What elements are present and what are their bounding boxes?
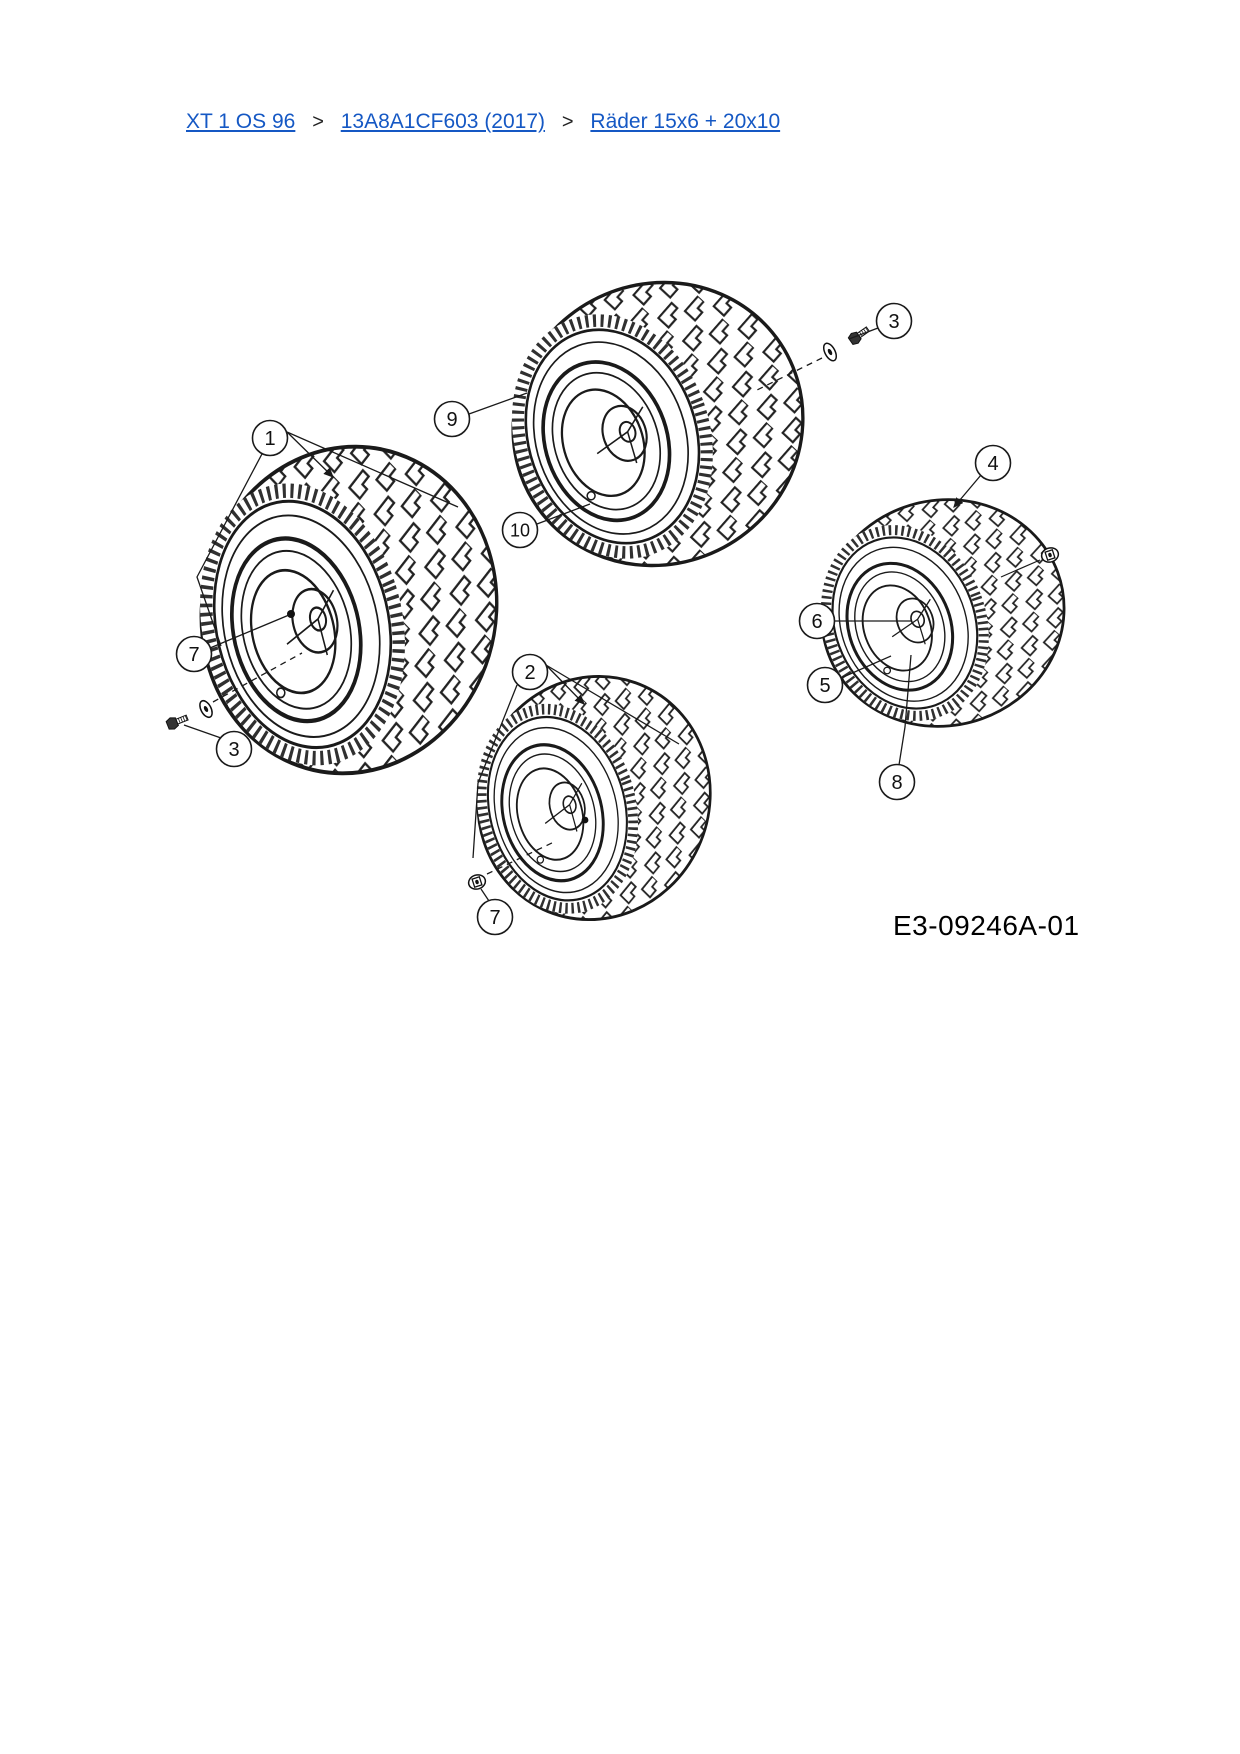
wheel-drawing-top — [474, 241, 842, 607]
callout-number: 10 — [509, 520, 531, 541]
breadcrumb-link-variant[interactable]: 13A8A1CF603 (2017) — [340, 110, 546, 133]
callout-number: 4 — [987, 453, 999, 476]
callout-number: 2 — [524, 662, 536, 685]
callout-number: 7 — [188, 644, 200, 667]
callout-number: 1 — [264, 428, 276, 451]
callout-number: 7 — [489, 907, 501, 930]
wheel-drawing-right — [789, 466, 1096, 760]
valve-stem-left-wheel — [287, 610, 295, 618]
breadcrumb-link-section[interactable]: Räder 15x6 + 20x10 — [590, 110, 781, 133]
callout-number: 6 — [811, 611, 823, 634]
breadcrumb-separator: > — [312, 111, 324, 133]
callout-number: 3 — [888, 311, 900, 334]
drawing-code: E3-09246A-01 — [893, 910, 1080, 941]
callout-number: 8 — [891, 772, 903, 795]
washer-drawing-bottom-left — [197, 699, 214, 720]
callout-number: 3 — [228, 739, 240, 762]
breadcrumb-separator: > — [561, 111, 574, 133]
washer-drawing-top-right — [821, 341, 839, 362]
breadcrumb-link-model[interactable]: XT 1 OS 96 — [186, 110, 296, 133]
callout-number: 9 — [446, 409, 458, 432]
callout-4 — [954, 446, 1011, 508]
screw-drawing-bottom-left — [165, 712, 189, 731]
wheel-drawing-left — [161, 399, 536, 822]
nut-drawing-bottom-middle — [467, 873, 487, 892]
valve-stem-bottom-wheel — [582, 817, 589, 824]
callout-number: 5 — [819, 675, 831, 698]
